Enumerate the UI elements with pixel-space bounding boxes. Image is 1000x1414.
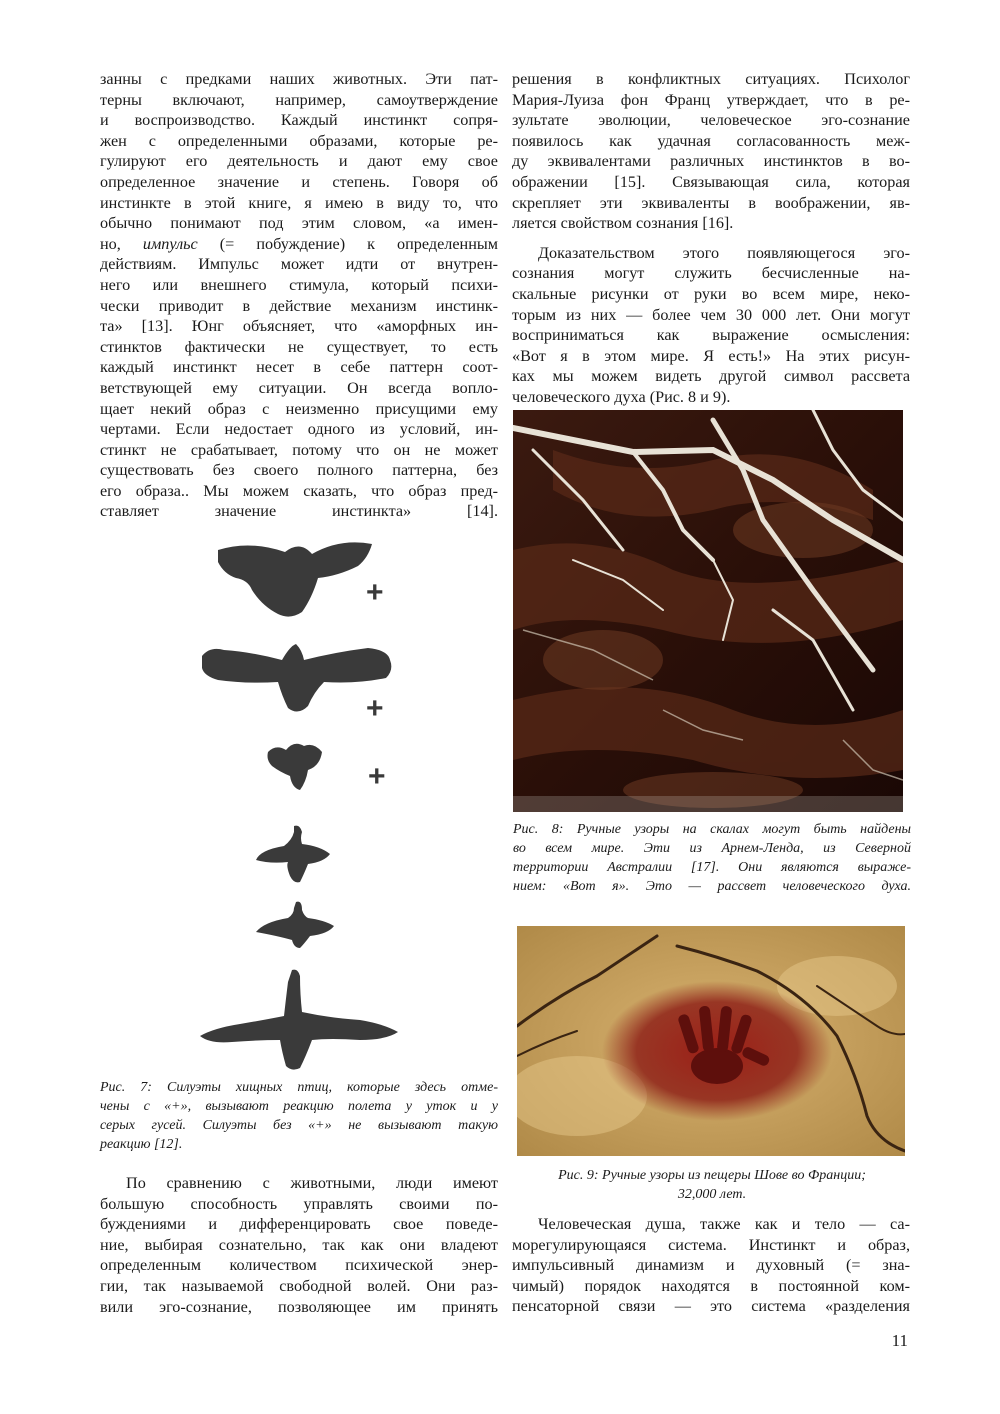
right-paragraph-2 [512,243,910,408]
text-line: чимый) порядок находятся в постоянной ком- [512,1276,910,1295]
text-line: занны с предками наших животных. Эти пат- [100,70,498,88]
text-line: человеческого духа (Рис. 8 и 9). [512,387,731,406]
text-line: скрепляет эти эквиваленты в воображении, яв- [512,193,910,212]
caption-line: Рис. 7: Силуэты хищных птиц, которые здесь отме- [100,1080,498,1095]
text-line: и воспроизводство. Каждый инстинкт сопря- [100,111,498,130]
figure-9-caption [513,1166,911,1204]
text-line [100,234,498,255]
text-fragment: (= побуждение) к определенным [197,234,498,253]
text-line: зультате эволюции, человеческое эго-сознание [512,111,910,130]
text-line: решения в конфликтных ситуациях. Психолог [512,70,910,88]
text-line: действиям. Импульс может идти от внутрен- [100,255,498,274]
text-line: Человеческая душа, также как и тело — са- [538,1215,910,1233]
text-line: инстинкте в этой книге, я имею в виду то, что [100,193,498,212]
text-line: восприниматься как выражение осмысления: [512,326,910,345]
text-line: большую способность управлять своими по- [100,1194,498,1213]
text-line: Доказательством этого появляющегося эго- [538,243,910,262]
bird-silhouettes-figure [190,532,410,1077]
text-line: гулируют его деятельность и дают ему свое [100,152,498,171]
text-line: ветствующей ему ситуации. Он всегда вопло- [100,378,498,397]
plus-sign: + [368,760,386,793]
left-column [100,69,498,522]
text-line: гии, так называемой свободной волей. Они раз- [100,1276,498,1295]
text-line: ние, выбирая сознательно, так как они владеют [100,1235,498,1254]
text-line: торым из них — более чем 30 000 лет. Они могут [512,305,910,324]
text-line: сознания могут служить бесчисленные на- [512,264,910,283]
text-line: появилось как удачная согласованность меж- [512,131,910,150]
text-line: скальные рисунки от руки во всем мире, неко- [512,284,910,303]
text-line: стинктов фактически не существует, то есть [100,337,498,356]
bird-silhouette [218,542,372,616]
text-line: щает некий образ с неизменно присущими ему [100,399,498,418]
text-line: импульсивный динамизм и духовный (= зна- [512,1256,910,1275]
text-line: жен с определенными образами, которые ре- [100,131,498,150]
text-line: его образа.. Мы можем сказать, что образ пред- [100,481,498,500]
bird-silhouette [268,744,323,790]
cave-hand-print-photo-chauvet [517,926,905,1156]
text-line: пенсаторной связи — это система «разделения [512,1297,910,1316]
caption-line: территории Австралии [17]. Они являются выраже- [513,860,911,875]
text-line: ляется свойством сознания [16]. [512,214,734,233]
caption-line: реакцию [12]. [100,1137,183,1152]
text-line: ображении [15]. Связывающая сила, которая [512,172,910,191]
page-number: 11 [891,1331,908,1350]
right-paragraph-1 [512,69,910,234]
text-line: каждый инстинкт несет в себе паттерн соот- [100,358,498,377]
caption-line: Рис. 8: Ручные узоры на скалах могут быть найдены [513,822,911,837]
bird-silhouette [200,970,398,1070]
rock-art-photo-arnhem-land [513,410,903,812]
text-line: «Вот я в этом мире. Я есть!» На этих рисун- [512,346,910,365]
plus-sign: + [366,692,384,725]
emphasis-impulse: импульс [142,234,198,253]
plus-sign: + [366,576,384,609]
text-line: стинкт не срабатывает, потому что он не может [100,440,498,459]
caption-line: 32,000 лет. [677,1187,747,1202]
caption-line: нием: «Вот я». Это — рассвет человеческого духа. [513,879,911,894]
caption-line: во всем мире. Эти из Арнем-Ленда, из Северной [513,841,911,856]
caption-line: Рис. 9: Ручные узоры из пещеры Шове во Франции; [558,1168,866,1183]
text-line: определенным количеством психической энер- [100,1256,498,1275]
figure-8-caption [513,820,911,896]
text-line: терны включают, например, самоутверждение [100,90,498,109]
figure-7-caption [100,1078,498,1154]
text-line: ду эквивалентами различных инстинктов в во- [512,152,910,171]
text-line: него или внешнего стимула, который психи- [100,275,498,294]
text-line: По сравнению с животными, люди имеют [126,1174,498,1192]
bird-silhouette [256,902,334,948]
text-line: морегулирующаяся система. Инстинкт и образ, [512,1235,910,1254]
right-bottom-paragraph [512,1214,910,1317]
left-paragraph [100,69,498,522]
left-bottom-paragraph [100,1173,498,1317]
paragraph-gap [512,234,910,243]
text-line: Мария-Луиза фон Франц утверждает, что в ре- [512,90,910,109]
bird-silhouette [256,826,330,883]
text-line: чертами. Если недостает одного из условий, ин- [100,420,498,439]
caption-line: серых гусей. Силуэты без «+» не вызывают такую [100,1118,498,1133]
text-line: обычно понимают под этим словом, «а имен- [100,214,498,233]
text-line: существовать без своего полного паттерна, без [100,461,498,480]
text-line: вили эго-сознание, позволяющее им принять [100,1297,498,1316]
text-line: ставляет значение инстинкта» [14]. [100,502,498,521]
bird-silhouette [202,644,391,712]
text-line: та» [13]. Юнг объясняет, что «аморфных ин- [100,317,498,336]
text-fragment: но, [100,234,143,253]
text-line: ках мы можем видеть другой символ рассвета [512,367,910,386]
caption-line: чены с «+», вызывают реакцию полета у уток и у [100,1099,498,1114]
text-line: определенное значение и степень. Говоря об [100,172,498,191]
text-line: чески приводит в действие механизм инстинк- [100,296,498,315]
right-column [512,69,910,408]
text-line: буждениями и дифференцировать свое поведе- [100,1215,498,1234]
